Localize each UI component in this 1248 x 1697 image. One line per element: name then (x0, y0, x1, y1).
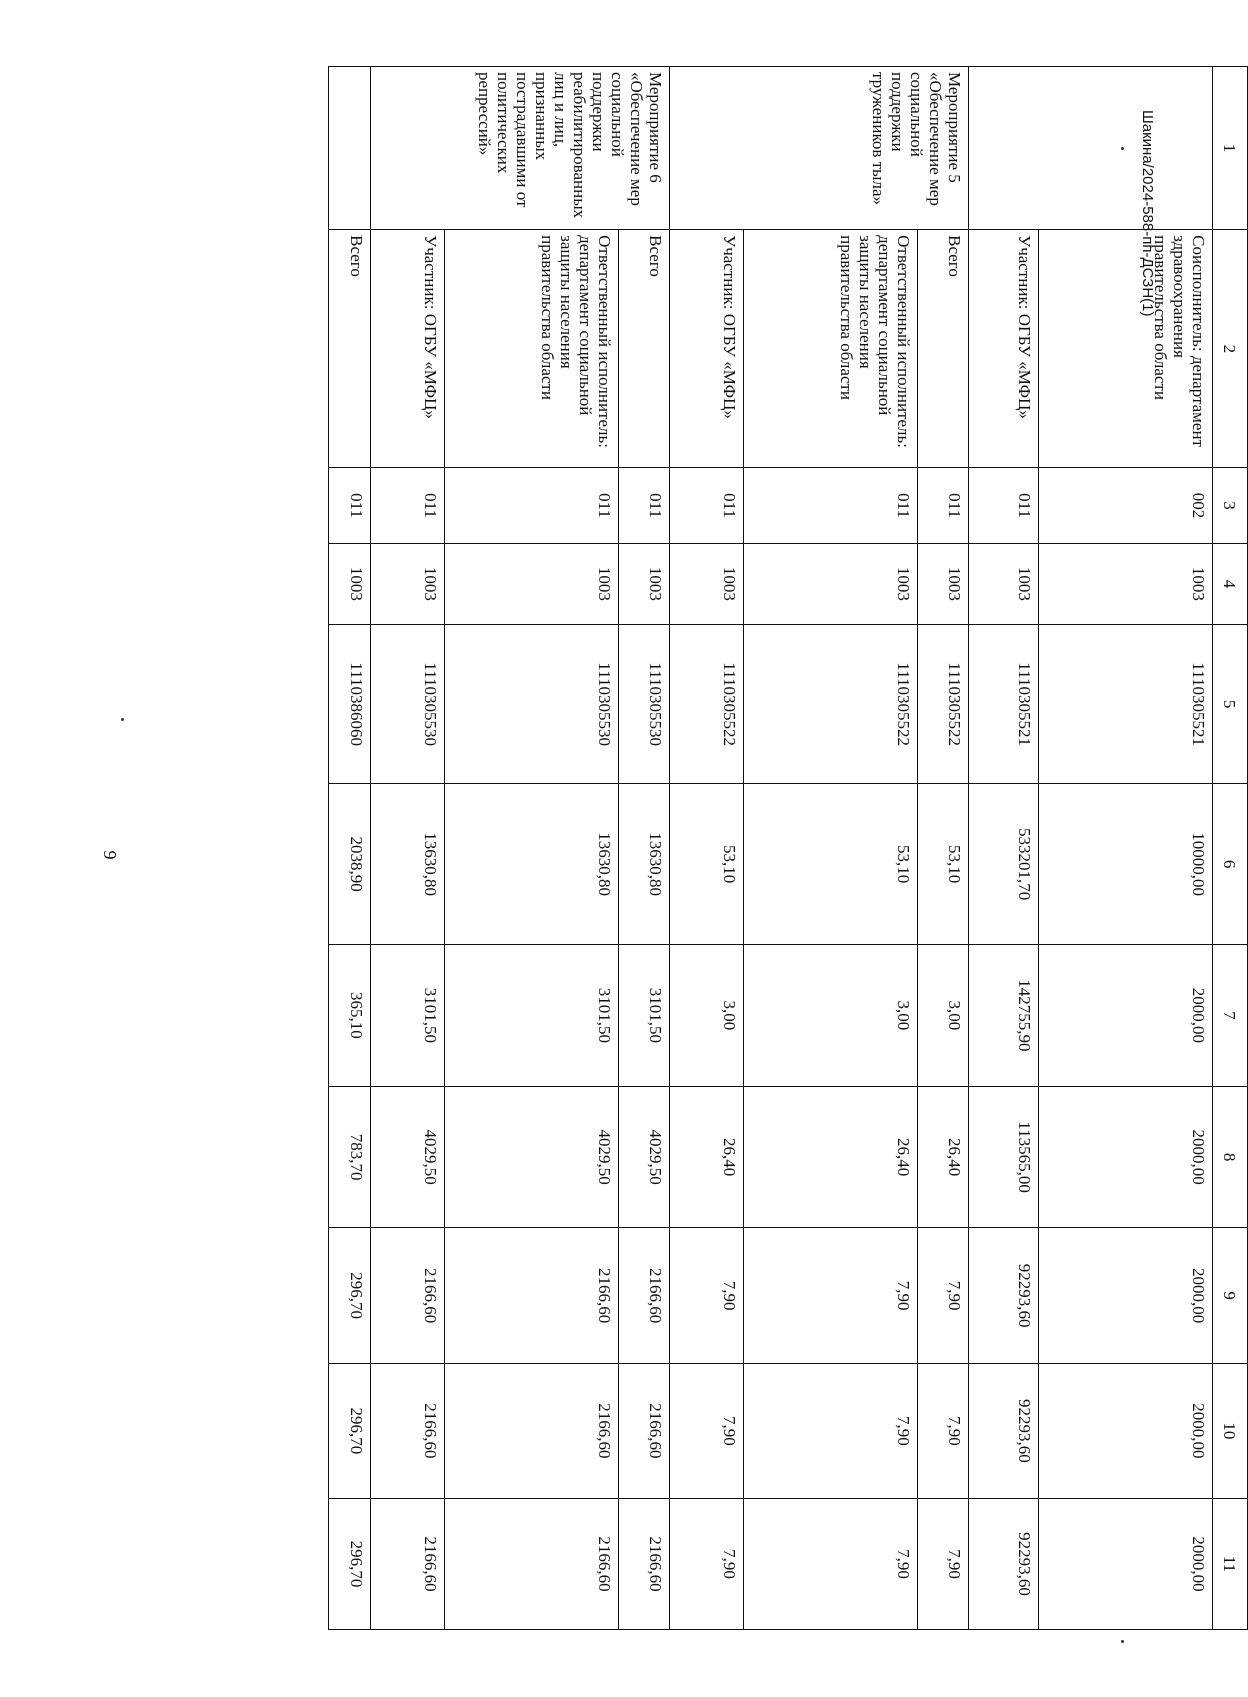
cell-value: 2166,60 (445, 1228, 619, 1363)
cell-value: 1003 (445, 543, 619, 625)
cell-value: 4029,50 (445, 1086, 619, 1228)
budget-table (328, 66, 1248, 1630)
cell-value: 92293,60 (969, 1363, 1039, 1498)
cell-value: 3,00 (744, 945, 918, 1087)
cell-value: 7,90 (670, 1363, 744, 1498)
cell-value: 011 (370, 468, 444, 543)
col-header: 10 (1213, 1363, 1248, 1498)
cell-value: 7,90 (670, 1498, 744, 1629)
cell-value: 113565,00 (969, 1086, 1039, 1228)
rotated-table-wrapper (168, 66, 1248, 1630)
cell-value: 1110305522 (670, 625, 744, 784)
cell-value: 53,10 (670, 784, 744, 945)
cell-executor: Ответственный исполнитель: департамент социальной защиты населения правительства области (744, 230, 918, 468)
cell-value: 1003 (370, 543, 444, 625)
cell-value: 92293,60 (969, 1228, 1039, 1363)
cell-value: 2000,00 (1038, 1228, 1212, 1363)
cell-executor: Участник: ОГБУ «МФЦ» (370, 230, 444, 468)
col-header: 7 (1213, 945, 1248, 1087)
cell-value: 7,90 (918, 1498, 969, 1629)
scan-dot (121, 718, 124, 721)
cell-value: 2166,60 (370, 1363, 444, 1498)
cell-value: 1003 (744, 543, 918, 625)
cell-value: 1003 (670, 543, 744, 625)
cell-value: 2166,60 (619, 1228, 670, 1363)
cell-value: 1003 (619, 543, 670, 625)
table-row (619, 67, 670, 1630)
page-number: 9 (100, 850, 120, 860)
cell-value: 1110305521 (969, 625, 1039, 784)
cell-activity (329, 67, 371, 230)
document-code: Шакина/2024-588-пп-ДСЗН(1) (1139, 110, 1156, 317)
cell-value: 13630,80 (619, 784, 670, 945)
col-header: 2 (1213, 230, 1248, 468)
col-header: 8 (1213, 1086, 1248, 1228)
col-header: 1 (1213, 67, 1248, 230)
cell-value: 011 (670, 468, 744, 543)
table-stage (168, 66, 1248, 1630)
cell-value: 296,70 (329, 1228, 371, 1363)
cell-value: 3101,50 (370, 945, 444, 1087)
table-row (370, 67, 444, 1630)
cell-value: 2166,60 (445, 1498, 619, 1629)
cell-value: 13630,80 (370, 784, 444, 945)
table-row (445, 67, 619, 1630)
cell-value: 7,90 (918, 1363, 969, 1498)
cell-value: 2000,00 (1038, 1498, 1212, 1629)
cell-value: 1003 (1038, 543, 1212, 625)
cell-value: 10000,00 (1038, 784, 1212, 945)
cell-value: 1110305530 (619, 625, 670, 784)
cell-value: 26,40 (918, 1086, 969, 1228)
cell-value: 7,90 (744, 1498, 918, 1629)
cell-value: 2000,00 (1038, 1363, 1212, 1498)
cell-value: 26,40 (744, 1086, 918, 1228)
cell-value: 7,90 (918, 1228, 969, 1363)
cell-value: 011 (329, 468, 371, 543)
cell-value: 3101,50 (619, 945, 670, 1087)
cell-value: 1110305530 (445, 625, 619, 784)
cell-value: 1110305530 (370, 625, 444, 784)
cell-value: 2166,60 (370, 1228, 444, 1363)
cell-value: 53,10 (744, 784, 918, 945)
cell-value: 2000,00 (1038, 1086, 1212, 1228)
cell-value: 2166,60 (445, 1363, 619, 1498)
cell-value: 2038,90 (329, 784, 371, 945)
cell-executor: Соисполнитель: департамент здравоохранения правительства области (1038, 230, 1212, 468)
cell-value: 2000,00 (1038, 945, 1212, 1087)
cell-value: 7,90 (744, 1228, 918, 1363)
cell-value: 011 (744, 468, 918, 543)
cell-value: 011 (445, 468, 619, 543)
cell-executor: Всего (918, 230, 969, 468)
cell-activity: Мероприятие 5 «Обеспечение мер социальной поддержки тружеников тыла» (670, 67, 969, 230)
cell-value: 2166,60 (370, 1498, 444, 1629)
cell-value: 1110305522 (744, 625, 918, 784)
table-row (1038, 67, 1212, 1630)
cell-executor: Участник: ОГБУ «МФЦ» (670, 230, 744, 468)
cell-value: 3,00 (670, 945, 744, 1087)
table-row (969, 67, 1039, 1630)
col-header: 3 (1213, 468, 1248, 543)
cell-value: 1003 (969, 543, 1039, 625)
cell-value: 002 (1038, 468, 1212, 543)
cell-value: 7,90 (744, 1363, 918, 1498)
table-row (918, 67, 969, 1630)
cell-value: 296,70 (329, 1498, 371, 1629)
cell-value: 011 (969, 468, 1039, 543)
col-header: 5 (1213, 625, 1248, 784)
cell-value: 533201,70 (969, 784, 1039, 945)
col-header: 4 (1213, 543, 1248, 625)
cell-value: 2166,60 (619, 1363, 670, 1498)
cell-value: 92293,60 (969, 1498, 1039, 1629)
col-header: 9 (1213, 1228, 1248, 1363)
cell-value: 1110305522 (918, 625, 969, 784)
cell-executor: Всего (619, 230, 670, 468)
scan-dot (1121, 1640, 1124, 1643)
cell-value: 142755,90 (969, 945, 1039, 1087)
cell-value: 783,70 (329, 1086, 371, 1228)
cell-value: 7,90 (670, 1228, 744, 1363)
col-header: 11 (1213, 1498, 1248, 1629)
table-row (744, 67, 918, 1630)
cell-value: 1003 (918, 543, 969, 625)
cell-executor: Ответственный исполнитель: департамент социальной защиты населения правительства области (445, 230, 619, 468)
cell-value: 4029,50 (370, 1086, 444, 1228)
cell-value: 011 (918, 468, 969, 543)
cell-value: 4029,50 (619, 1086, 670, 1228)
cell-value: 3,00 (918, 945, 969, 1087)
cell-value: 2166,60 (619, 1498, 670, 1629)
col-header: 6 (1213, 784, 1248, 945)
cell-executor: Участник: ОГБУ «МФЦ» (969, 230, 1039, 468)
cell-value: 1110305521 (1038, 625, 1212, 784)
cell-value: 365,10 (329, 945, 371, 1087)
cell-activity: Мероприятие 6 «Обеспечение мер социальной поддержки реабилитированных лиц и лиц, признанных пострадавшими от политических репрессий» (370, 67, 669, 230)
cell-activity (969, 67, 1213, 230)
cell-value: 296,70 (329, 1363, 371, 1498)
cell-value: 53,10 (918, 784, 969, 945)
cell-value: 1003 (329, 543, 371, 625)
cell-value: 011 (619, 468, 670, 543)
cell-value: 26,40 (670, 1086, 744, 1228)
cell-value: 1110386060 (329, 625, 371, 784)
table-row (670, 67, 744, 1630)
table-row (329, 67, 371, 1630)
cell-executor: Всего (329, 230, 371, 468)
header-row (1213, 67, 1248, 1630)
cell-value: 13630,80 (445, 784, 619, 945)
cell-value: 3101,50 (445, 945, 619, 1087)
